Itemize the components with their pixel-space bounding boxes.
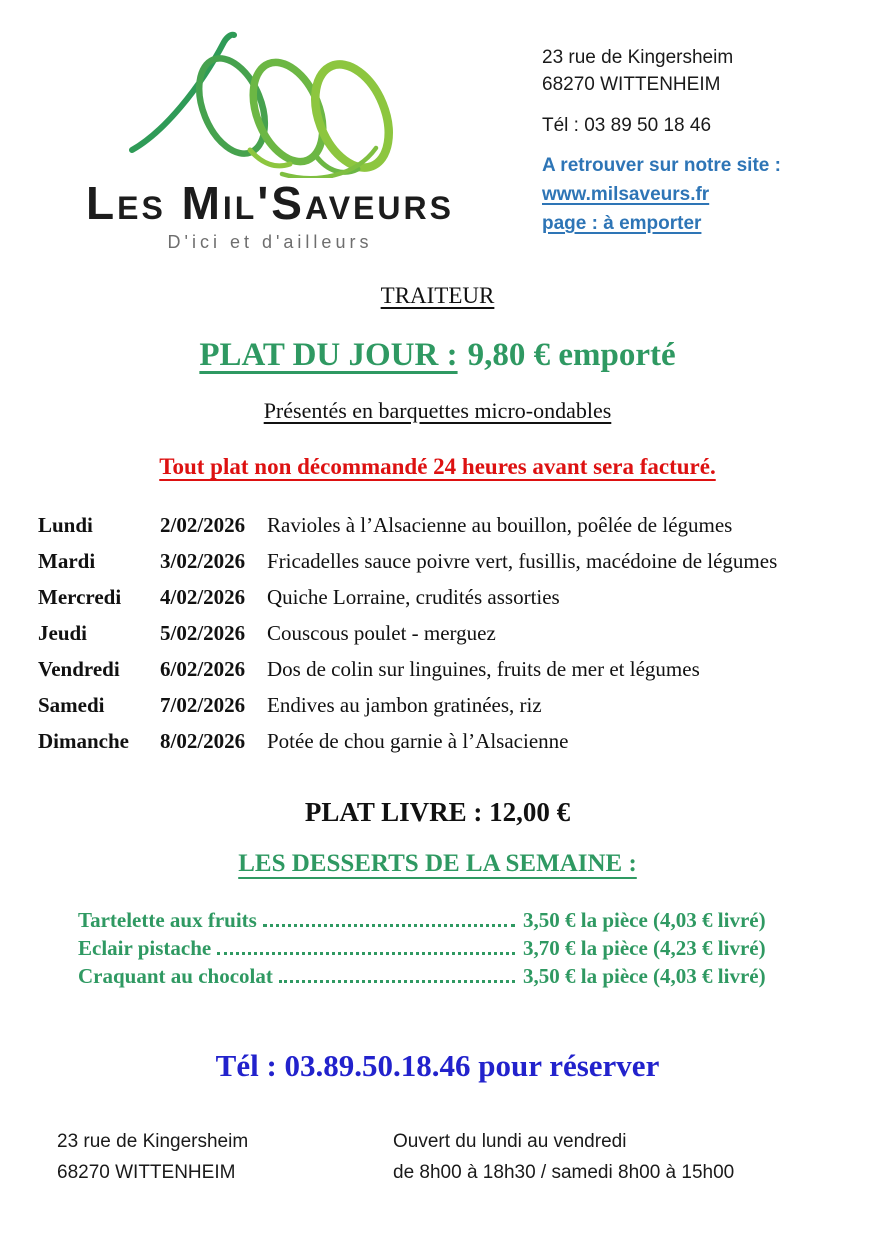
footer-address-line1: 23 rue de Kingersheim (57, 1131, 249, 1153)
menu-dish: Endives au jambon gratinées, riz (267, 692, 542, 717)
menu-date: 3/02/2026 (160, 548, 246, 573)
menu-date: 4/02/2026 (160, 584, 246, 609)
menu-day: Samedi (38, 692, 105, 717)
contact-address-line2: 68270 WITTENHEIM (542, 74, 721, 95)
brand-name: Les Mil'Saveurs (86, 177, 454, 229)
menu-day: Dimanche (38, 728, 129, 753)
dessert-item (78, 906, 807, 934)
menu-date: 6/02/2026 (160, 656, 246, 681)
packaging-subtitle: Présentés en barquettes micro-ondables (263, 398, 612, 423)
menu-day: Vendredi (38, 656, 120, 681)
reservation-phone-line: Tél : 03.89.50.18.46 pour réserver (215, 1048, 660, 1084)
cancellation-warning: Tout plat non décommandé 24 heures avant sera facturé. (159, 454, 716, 479)
menu-day: Jeudi (38, 620, 88, 645)
footer-hours (393, 1126, 734, 1188)
website-block (542, 151, 781, 238)
dessert-price: 3,70 € la pièce (4,23 € livré) (523, 936, 766, 961)
menu-dish: Quiche Lorraine, crudités assorties (267, 584, 560, 609)
contact-phone: Tél : 03 89 50 18 46 (542, 115, 712, 136)
menu-date: 2/02/2026 (160, 513, 246, 537)
menu-date: 7/02/2026 (160, 692, 246, 717)
menu-dish: Fricadelles sauce poivre vert, fusillis, macédoine de légumes (267, 548, 778, 573)
footer-hours-line2: de 8h00 à 18h30 / samedi 8h00 à 15h00 (393, 1162, 735, 1184)
contact-address-line1: 23 rue de Kingersheim (542, 47, 734, 68)
logo-script-1000-icon (115, 28, 425, 178)
brand-tagline: D'ici et d'ailleurs (167, 232, 373, 252)
dessert-name: Tartelette aux fruits (78, 908, 257, 933)
weekly-menu-table (38, 512, 805, 755)
dessert-name: Craquant au chocolat (78, 964, 273, 989)
dessert-item (78, 934, 807, 962)
footer-hours-line1: Ouvert du lundi au vendredi (393, 1131, 627, 1153)
footer-address-line2: 68270 WITTENHEIM (57, 1162, 236, 1184)
dot-leader (217, 952, 515, 955)
menu-day: Lundi (38, 513, 93, 537)
dessert-price: 3,50 € la pièce (4,03 € livré) (523, 964, 766, 989)
menu-date: 5/02/2026 (160, 620, 246, 645)
page-title-price: 9,80 € emporté (467, 337, 676, 373)
dessert-item (78, 962, 807, 990)
dot-leader (279, 980, 515, 983)
dot-leader (263, 924, 515, 927)
website-intro: A retrouver sur notre site : (542, 155, 781, 176)
dessert-list (78, 906, 807, 990)
page-title-main: PLAT DU JOUR : (199, 337, 458, 373)
menu-date: 8/02/2026 (160, 728, 246, 753)
website-page-link[interactable]: page : à emporter (542, 213, 702, 234)
menu-dish: Dos de colin sur linguines, fruits de mer et légumes (267, 656, 700, 681)
dessert-price: 3,50 € la pièce (4,03 € livré) (523, 908, 766, 933)
desserts-heading: LES DESSERTS DE LA SEMAINE : (238, 850, 637, 878)
menu-dish: Couscous poulet - merguez (267, 620, 496, 645)
footer-address (57, 1126, 393, 1188)
delivered-price-heading: PLAT LIVRE : 12,00 € (304, 797, 571, 828)
website-link[interactable]: www.milsaveurs.fr (542, 184, 710, 205)
footer (0, 1126, 875, 1188)
contact-block (542, 28, 781, 253)
menu-dish: Potée de chou garnie à l’Alsacienne (267, 728, 569, 753)
page-title (0, 337, 875, 374)
menu-day: Mercredi (38, 584, 122, 609)
dessert-name: Eclair pistache (78, 936, 212, 961)
header (0, 0, 875, 253)
category-heading: TRAITEUR (380, 283, 495, 308)
logo (30, 28, 510, 253)
menu-dish: Ravioles à l’Alsacienne au bouillon, poêlée de légumes (267, 513, 733, 537)
menu-day: Mardi (38, 548, 96, 573)
